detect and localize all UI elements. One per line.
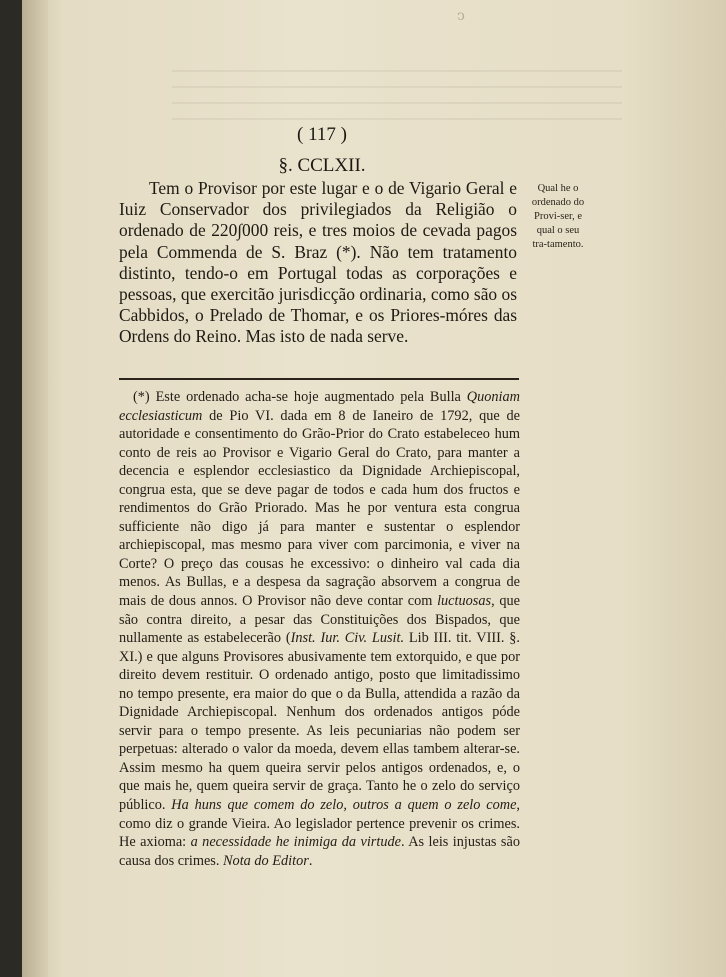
page-gutter [22, 0, 48, 977]
footnote-segment: , que são contra direito, a pesar das Constituições dos Bispados, que nullamente as estabelecerão ( [119, 593, 520, 647]
footnote-segment: (*) Este ordenado acha-se hoje augmentado pela Bulla [133, 389, 467, 405]
footnote-paragraph [119, 388, 520, 870]
footnote-segment: . [308, 852, 313, 869]
footnote-rule [119, 378, 519, 380]
body-paragraph: Tem o Provisor por este lugar e o de Vigario Geral e Iuiz Conservador dos privilegiados da Religião o ordenado de 220∫000 reis, e tres moios de cevada pagos pela Commenda de S. Braz (*). Não tem tratamento distinto, tendo-o em Portugal todas as corporações e pessoas, que exercitão jurisdicção ordinaria, como são os Cabbidos, o Prelado de Thomar, e os Priores-móres das Ordens do Reino. Mas isto de nada serve. [119, 178, 517, 347]
footnote-segment: Lib III. tit. VIII. §. XI.) e que alguns Provisores abusivamente tem extorquido, e que por direito devem restituir. O ordenado antigo, posto que limitadissimo no tempo presente, era maior do que o da Bulla, attendida a razão da Dignidade Archiepiscopal. Nenhum dos ordenados antigos póde servir para o tempo presente. As leis pecuniarias não podem ser perpetuas: alterado o valor da moeda, devem ellas tambem alterar-se. Assim mesmo ha quem queira servir pelos antigos ordenados, e, o que mais he, quem queira servir de graça. Tanto he o zelo do serviço público. [119, 630, 520, 814]
footnote-segment: de Pio VI. dada em 8 de Ianeiro de 1792, que de autoridade e consentimento do Grão-Prior do Crato estabeleceo hum conto de reis ao Provisor e Vigario Geral do Crato, para manter a decencia e esplendor ecclesiastico da Dignidade Archiepiscopal, congrua esta, que se deve pagar de todos e cada hum dos fructos e rendimentos do Grão Priorado. Mas he por ventura esta congrua sufficiente não digo já para manter e sustentar o esplendor archiepiscopal, mas mesmo para viver com parcimonia, e viver na Corte? O preço das cousas he excessivo: o dinheiro val cada dia menos. As Bullas, e a despesa da sagração absorvem a congrua de mais de dous annos. O Provisor não deve contar com [119, 407, 520, 610]
footnote-italic-segment: luctuosas [437, 593, 492, 610]
margin-note: Qual he o ordenado do Provi-ser, e qual o seu tra-tamento. [531, 183, 585, 250]
footnote [119, 388, 520, 870]
section-heading: §. CCLXII. [278, 155, 366, 176]
body-text [119, 178, 517, 348]
footnote-segment: . As leis injustas são causa dos crimes. [119, 834, 520, 869]
footnote-segment: , como diz o grande Vieira. Ao legislador pertence prevenir os crimes. He axioma: [119, 797, 520, 851]
book-page [22, 0, 726, 977]
footnote-italic-segment: Inst. Iur. Civ. Lusit. [290, 630, 405, 647]
footnote-italic-segment: Ha huns que comem do zelo, outros a quem o zelo come [171, 797, 517, 814]
page-number: ( 117 ) [297, 124, 347, 145]
footnote-italic-segment: a necessidade he inimiga da virtude [190, 834, 401, 851]
bleed-through-lines [172, 60, 622, 120]
corner-mark: ↄ [457, 8, 465, 24]
footnote-italic-segment: Nota do Editor [223, 852, 309, 869]
footnote-italic-segment: Quoniam ecclesiasticum [119, 389, 520, 424]
